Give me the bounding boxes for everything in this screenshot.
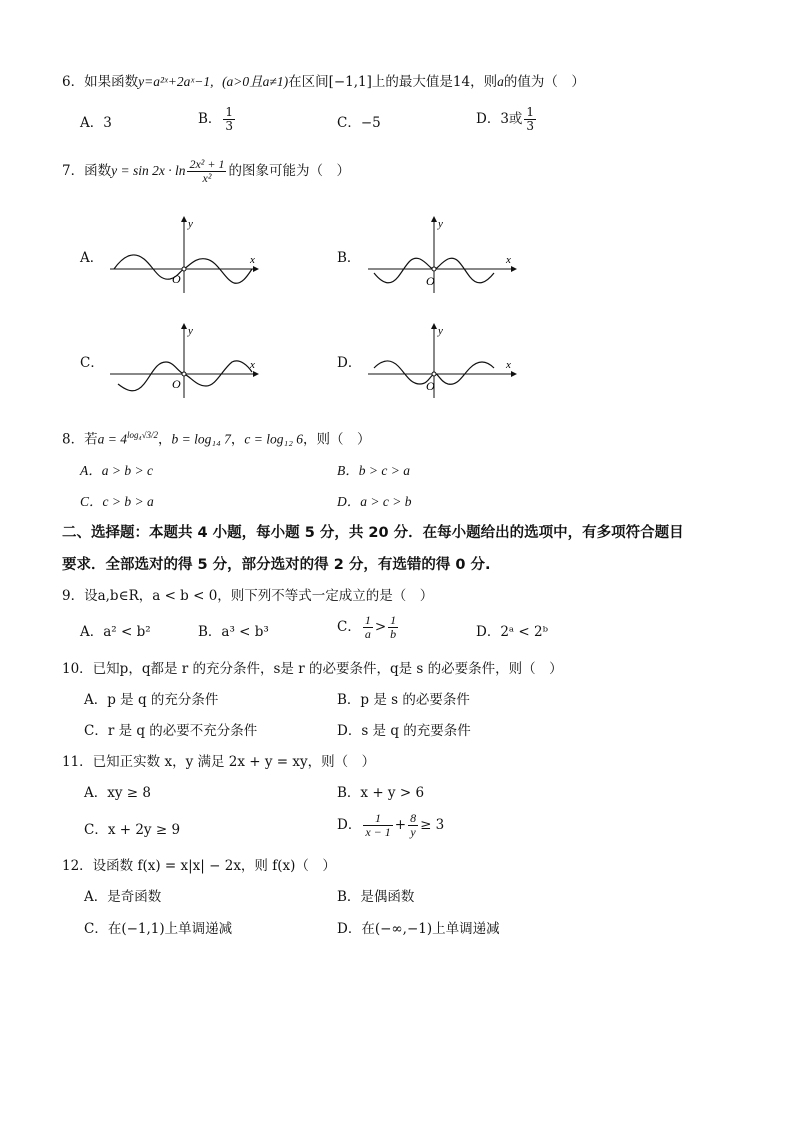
- q9-option-c-label: C．: [337, 619, 361, 635]
- q7-graph-d-origin: O: [426, 379, 435, 393]
- q6-option-b-frac: $\frac{1}{3}$: [225, 105, 234, 133]
- q6-option-b-label: B．: [198, 111, 222, 127]
- q7-graph-c-origin: O: [172, 377, 181, 391]
- q9-option-c-rel: >: [374, 619, 387, 635]
- q7-graph-c-x-label: x: [250, 359, 255, 371]
- section2-heading-line2: 要求．全部选对的得 5 分，部分选对的得 2 分，有选错的得 0 分.: [62, 557, 491, 573]
- q10-option-c[interactable]: C．r 是 q 的必要不充分条件: [84, 723, 258, 739]
- q11-option-d-frac2: $\frac{8}{y}$: [410, 811, 417, 839]
- q9-option-c[interactable]: [337, 614, 400, 641]
- q11-option-c[interactable]: C．x + 2y ≥ 9: [84, 822, 181, 838]
- q7-graph-d-y-label: y: [438, 325, 443, 337]
- q10-option-a[interactable]: A．p 是 q 的充分条件: [84, 692, 219, 708]
- q8-stem: [62, 425, 371, 450]
- q7-graph-d: [368, 322, 518, 402]
- q7-graph-a-origin: O: [172, 272, 181, 286]
- q8-stem-b-val: b = log₁₄ 7: [171, 431, 231, 447]
- q7-option-b[interactable]: B．: [337, 250, 361, 266]
- q7-stem-a: 7．函数: [62, 163, 112, 179]
- q8-stem-a-val: a = 4: [97, 431, 127, 447]
- q11-option-d-label: D．: [337, 817, 362, 833]
- q11-option-a[interactable]: A．xy ≥ 8: [84, 785, 151, 801]
- q8-stem-c-val: c = log₁₂ 6: [244, 431, 304, 447]
- q7-graph-c: [110, 322, 260, 402]
- q6-option-b[interactable]: [198, 106, 237, 133]
- q12-stem: 12．设函数 f(x) = x|x| − 2x，则 f(x)（ ）: [62, 858, 336, 874]
- q7-graph-a-y-label: y: [188, 218, 193, 230]
- q9-option-a[interactable]: A．a² < b²: [80, 624, 151, 640]
- q7-graph-b-x-label: x: [506, 254, 511, 266]
- q8-option-a[interactable]: A．a > b > c: [80, 463, 153, 478]
- q8-stem-b: ，: [158, 431, 172, 448]
- q6-option-a[interactable]: A．3: [80, 115, 112, 131]
- q8-option-d[interactable]: D．a > c > b: [337, 494, 412, 509]
- q7-option-d[interactable]: D．: [337, 355, 362, 371]
- q8-stem-d: ，则（ ）: [303, 431, 371, 448]
- q6-option-c[interactable]: C．−5: [337, 115, 381, 131]
- q8-stem-c: ，: [230, 431, 245, 448]
- q10-option-b[interactable]: B．p 是 s 的必要条件: [337, 692, 470, 708]
- q11-option-d[interactable]: [337, 812, 444, 839]
- q6-stem-fn: y=a²ˣ+2aˣ−1,: [138, 74, 214, 89]
- q12-option-a[interactable]: A．是奇函数: [84, 889, 162, 905]
- q6-stem-interval: [−1,1]: [328, 74, 372, 90]
- q6-stem-cond: (a>0且a≠1): [222, 74, 289, 89]
- q10-option-d[interactable]: D．s 是 q 的充要条件: [337, 723, 471, 739]
- q11-option-d-frac1: $\frac{1}{x - 1}$: [365, 811, 391, 839]
- q6-stem: [62, 72, 585, 92]
- q11-option-d-plus: +: [394, 817, 407, 833]
- q7-graph-b-y-label: y: [438, 218, 443, 230]
- q12-option-c[interactable]: C．在(−1,1)上单调递减: [84, 921, 233, 937]
- q9-option-b[interactable]: B．a³ < b³: [198, 624, 269, 640]
- q6-stem-b: 在区间: [288, 74, 329, 90]
- q6-stem-a: 6．如果函数: [62, 74, 139, 90]
- q7-graph-b-origin: O: [426, 274, 435, 288]
- q7-option-a[interactable]: A．: [80, 250, 104, 266]
- q6-stem-var: a: [497, 74, 504, 89]
- section2-heading-line1: 二、选择题：本题共 4 小题，每小题 5 分，共 20 分．在每小题给出的选项中，有多项符合题目: [62, 525, 684, 541]
- q9-option-c-frac1: $\frac{1}{a}$: [364, 613, 371, 641]
- q7-graph-d-x-label: x: [506, 359, 511, 371]
- q11-stem: 11．已知正实数 x，y 满足 2x + y = xy，则（ ）: [62, 754, 376, 770]
- q8-option-b[interactable]: B．b > c > a: [337, 463, 410, 478]
- q8-stem-a: 8．若: [62, 431, 98, 448]
- q10-stem: 10．已知p，q都是 r 的充分条件，s是 r 的必要条件，q是 s 的必要条件，则（ ）: [62, 661, 563, 677]
- q8-stem-a-exp: log₄√3/2: [126, 430, 159, 440]
- q6-option-d-label: D．3或: [476, 111, 523, 127]
- q6-stem-d: 的值为（ ）: [503, 74, 585, 90]
- q7-graph-b: [368, 215, 518, 295]
- q7-graph-c-y-label: y: [188, 325, 193, 337]
- q9-option-c-frac2: $\frac{1}{b}$: [390, 613, 397, 641]
- q7-graph-a: [110, 215, 260, 295]
- q8-option-c[interactable]: C．c > b > a: [80, 494, 154, 509]
- q7-graph-a-x-label: x: [250, 254, 255, 266]
- q6-option-d[interactable]: [476, 106, 538, 133]
- q6-stem-c: 上的最大值是14，则: [371, 74, 498, 90]
- q9-stem: 9．设a,b∈R，a < b < 0，则下列不等式一定成立的是（ ）: [62, 588, 434, 604]
- q7-stem-fn: y = sin 2x · ln: [111, 163, 186, 178]
- q7-stem-frac: $\frac{\text{2x² + 1}}{\text{x²}}$: [189, 157, 225, 185]
- q12-option-d[interactable]: D．在(−∞,−1)上单调递减: [337, 921, 500, 937]
- q7-stem-b: 的图象可能为（ ）: [228, 163, 350, 179]
- q7-option-c[interactable]: C．: [80, 355, 104, 371]
- q7-stem: [62, 158, 350, 185]
- q11-option-d-rel: ≥ 3: [420, 817, 445, 833]
- q12-option-b[interactable]: B．是偶函数: [337, 889, 415, 905]
- q9-option-d[interactable]: D．2ᵃ < 2ᵇ: [476, 624, 549, 640]
- q11-option-b[interactable]: B．x + y > 6: [337, 785, 425, 801]
- q6-option-d-frac: $\frac{1}{3}$: [526, 105, 535, 133]
